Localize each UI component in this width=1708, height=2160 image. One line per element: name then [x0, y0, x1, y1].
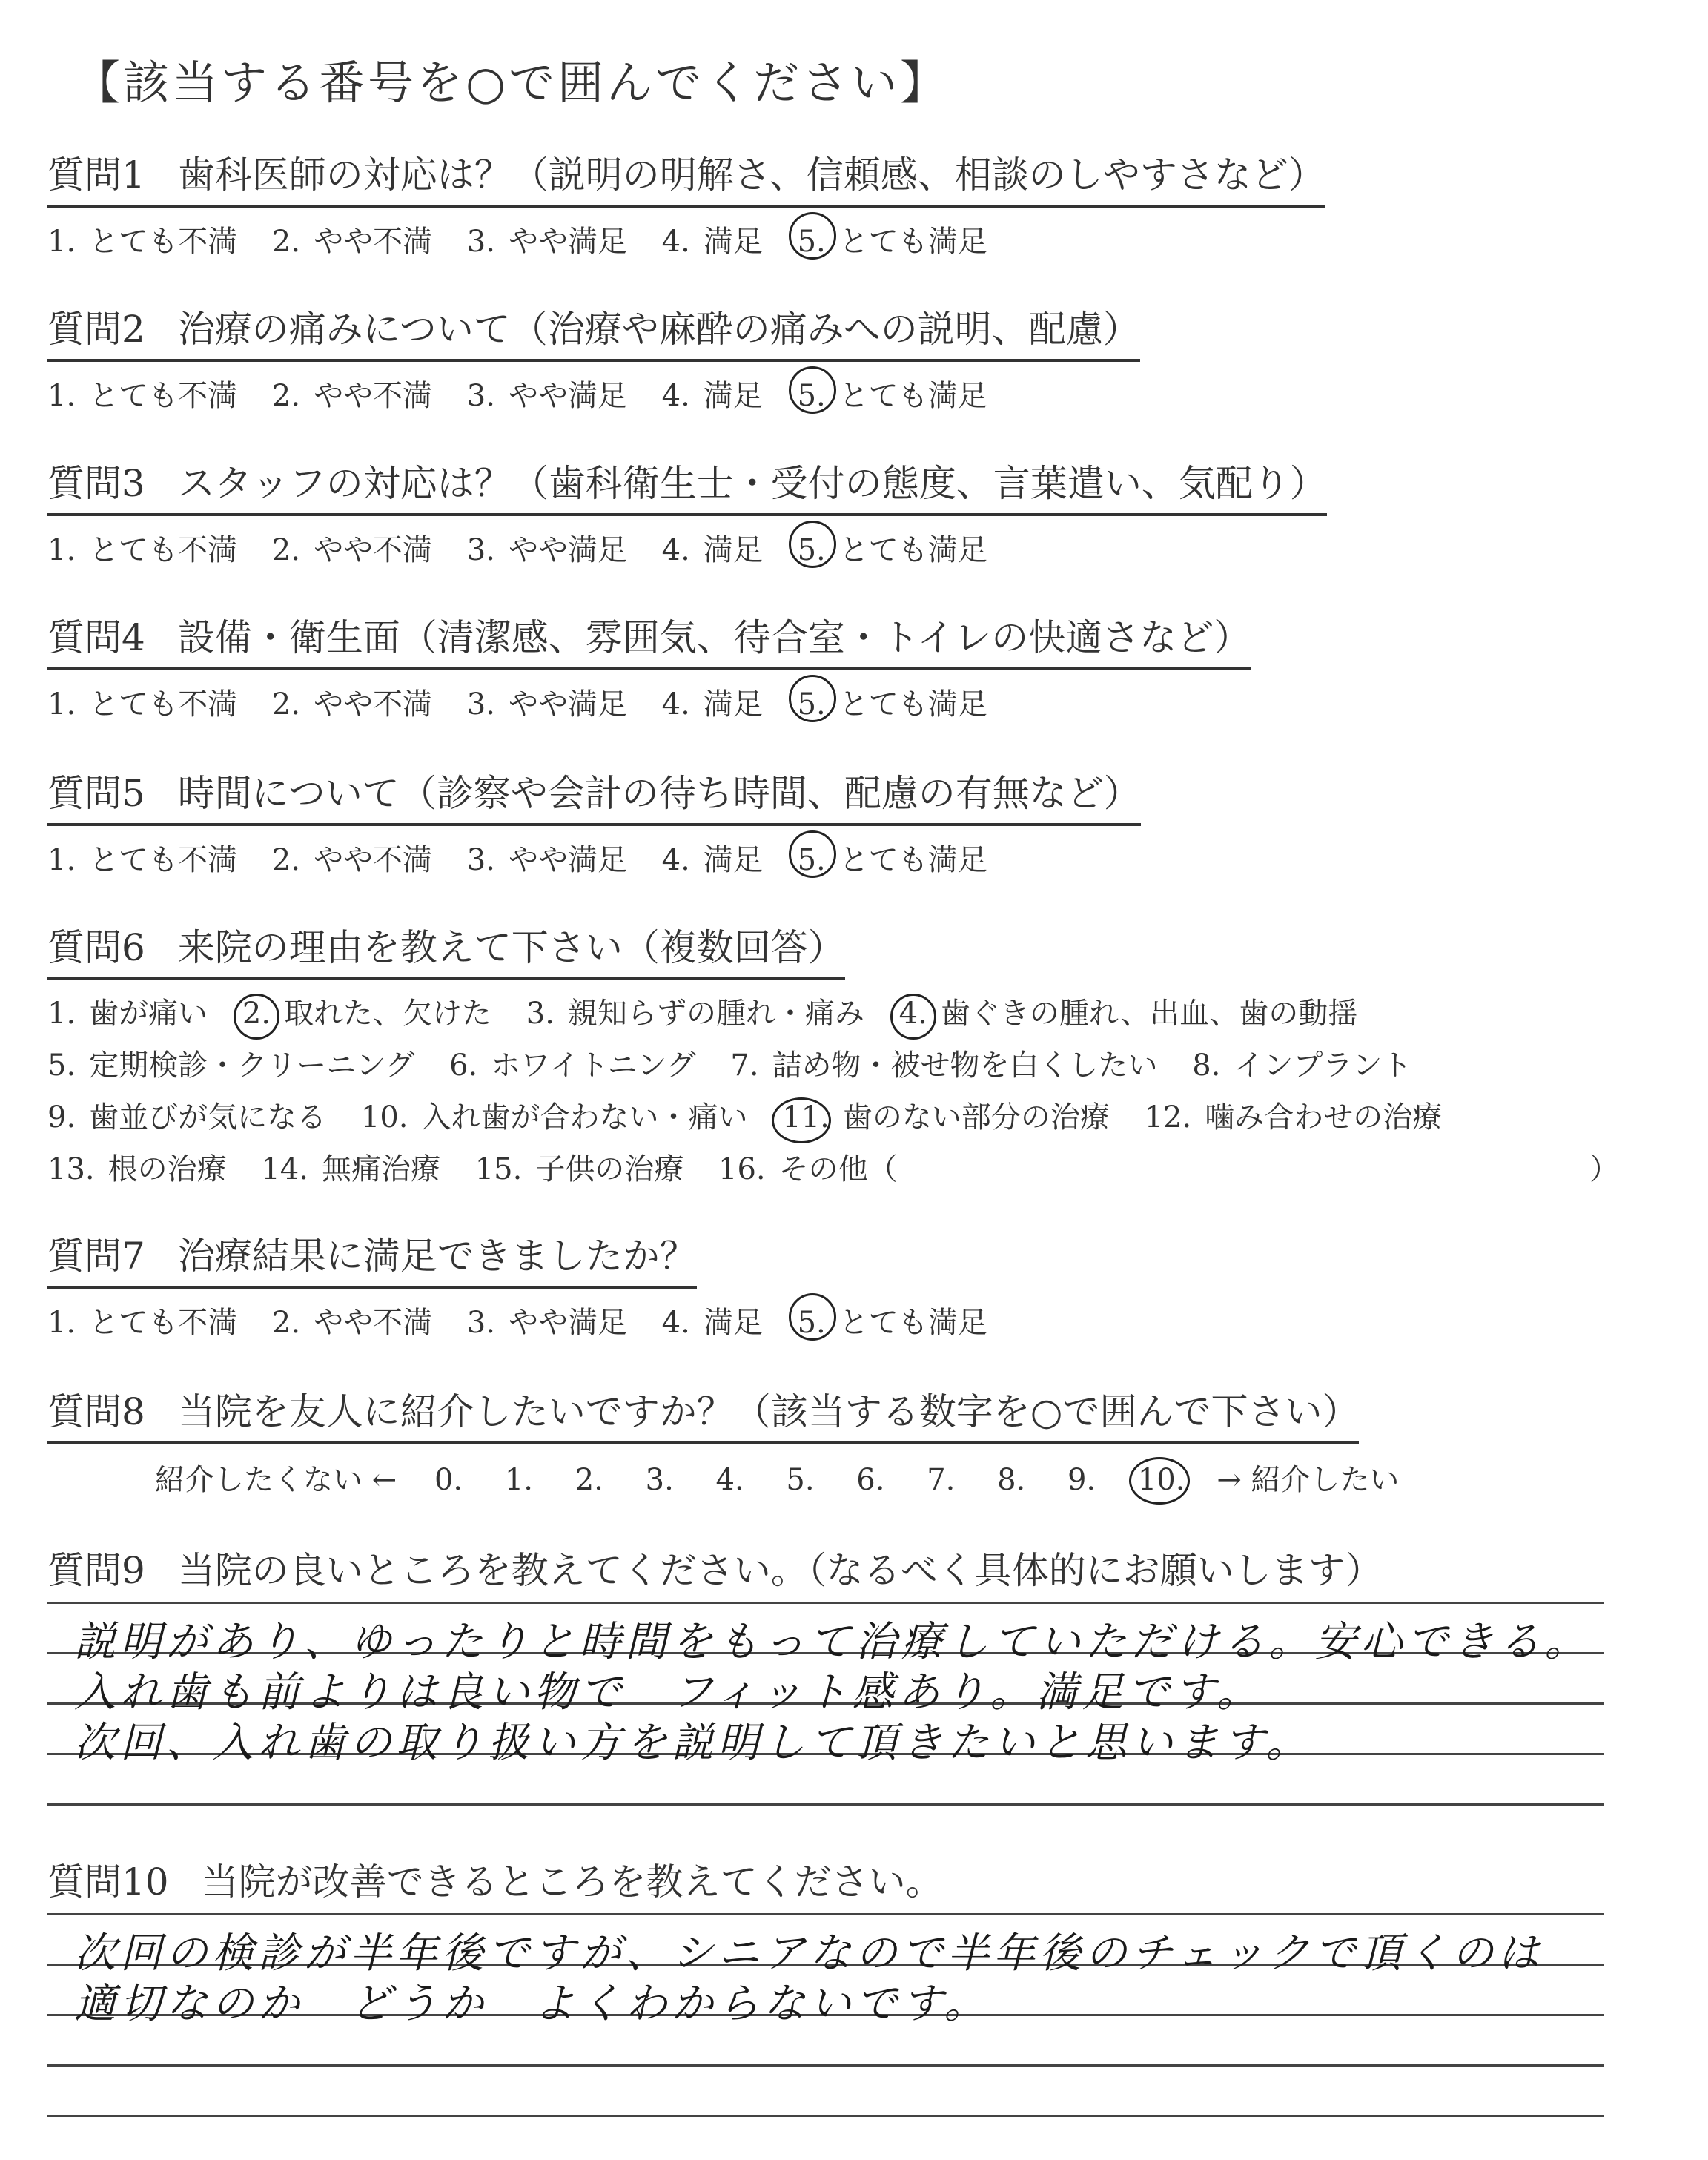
answer-options: [47, 836, 1656, 879]
question-underline: [47, 1441, 1359, 1444]
question-1: [47, 145, 1656, 260]
question-7: [47, 1226, 1656, 1341]
option-2[interactable]: 2. やや不満: [271, 1306, 433, 1340]
option-16[interactable]: 16. その他（: [718, 1152, 898, 1186]
option-2[interactable]: 2. 取れた、欠けた: [242, 988, 491, 1040]
question-4: [47, 608, 1656, 723]
scale-value-2[interactable]: 2.: [575, 1463, 603, 1497]
option-6[interactable]: 6. ホワイトニング: [449, 1048, 696, 1083]
question-8: [47, 1382, 1656, 1499]
question-6: [47, 918, 1656, 1195]
option-8[interactable]: 8. インプラント: [1192, 1048, 1412, 1083]
option-9[interactable]: 9. 歯並びが気になる: [47, 1100, 327, 1135]
scale-value-8[interactable]: 8.: [997, 1463, 1026, 1497]
options-row: [47, 1091, 1656, 1143]
question-underline: [47, 205, 1325, 208]
option-13[interactable]: 13. 根の治療: [47, 1152, 227, 1186]
option-2[interactable]: 2. やや不満: [271, 533, 433, 567]
handwritten-answer-line[interactable]: 次回の検診が半年後ですが、シニアなので半年後のチェックで頂くのは: [74, 1929, 1544, 1978]
option-1[interactable]: 1. とても不満: [47, 1306, 238, 1340]
handwritten-answer-line[interactable]: 説明があり、ゆったりと時間をもって治療していただける。安心できる。: [74, 1618, 1591, 1666]
option-1[interactable]: 1. とても不満: [47, 533, 238, 567]
question-text: スタッフの対応は？（歯科衛生士・受付の態度、言葉遣い、気配り）: [177, 462, 1327, 505]
answer-options: [47, 988, 1656, 1195]
option-3[interactable]: 3. やや満足: [466, 687, 627, 721]
question-3: [47, 454, 1656, 569]
scale-value-0[interactable]: 0.: [434, 1463, 463, 1497]
selection-circle: [789, 521, 836, 568]
recommend-scale: [47, 1456, 1656, 1499]
question-underline: [47, 977, 845, 980]
question-number: 質問2: [47, 308, 145, 351]
question-10: [47, 1852, 1656, 1912]
question-underline: [47, 359, 1140, 362]
option-5[interactable]: 5. とても満足: [798, 218, 987, 260]
scale-right-label: → 紹介したい: [1217, 1463, 1400, 1497]
selection-circle: [789, 675, 836, 722]
answer-line: [47, 1803, 1604, 1806]
question-text: 治療の痛みについて（治療や麻酔の痛みへの説明、配慮）: [177, 308, 1140, 351]
question-text: 当院の良いところを教えてください。（なるべく具体的にお願いします）: [177, 1549, 1383, 1592]
option-15[interactable]: 15. 子供の治療: [474, 1152, 684, 1186]
answer-line: [47, 1913, 1604, 1915]
answer-line: [47, 2064, 1604, 2067]
question-text: 当院を友人に紹介したいですか？（該当する数字を○で囲んで下さい）: [177, 1390, 1360, 1433]
scale-value-6[interactable]: 6.: [856, 1463, 885, 1497]
option-5[interactable]: 5. とても満足: [798, 1299, 987, 1341]
selection-circle: [789, 212, 836, 260]
question-underline: [47, 667, 1251, 670]
option-10[interactable]: 10. 入れ歯が合わない・痛い: [360, 1100, 748, 1135]
answer-options: [47, 1299, 1656, 1341]
question-number: 質問6: [47, 926, 145, 969]
option-4[interactable]: 4. 満足: [661, 225, 763, 259]
question-2: [47, 300, 1656, 415]
option-2[interactable]: 2. やや不満: [271, 843, 433, 877]
question-text: 治療結果に満足できましたか？: [177, 1235, 697, 1278]
option-1[interactable]: 1. とても不満: [47, 225, 238, 259]
question-number: 質問10: [47, 1860, 169, 1903]
question-text: 来院の理由を教えて下さい（複数回答）: [177, 926, 845, 969]
option-5[interactable]: 5. とても満足: [798, 836, 987, 879]
question-number: 質問4: [47, 616, 145, 659]
options-row: [47, 1040, 1656, 1091]
selection-circle: [789, 1293, 836, 1341]
answer-options: [47, 218, 1656, 260]
option-11[interactable]: 11. 歯のない部分の治療: [782, 1091, 1110, 1143]
answer-options: [47, 526, 1656, 569]
options-row: [47, 1143, 1656, 1195]
handwritten-answer-line[interactable]: 適切なのか どうか よくわからないです。: [74, 1980, 990, 2028]
option-5[interactable]: 5. とても満足: [798, 681, 987, 723]
selection-circle: [789, 366, 836, 414]
option-3[interactable]: 3. やや満足: [466, 1306, 627, 1340]
scale-value-3[interactable]: 3.: [645, 1463, 674, 1497]
page-title: 【該当する番号を○で囲んでください】: [74, 56, 950, 110]
question-number: 質問7: [47, 1235, 145, 1278]
option-4[interactable]: 4. 満足: [661, 533, 763, 567]
answer-options: [47, 372, 1656, 415]
selection-circle: [789, 830, 836, 878]
scale-left-label: 紹介したくない ←: [155, 1463, 397, 1497]
option-4[interactable]: 4. 満足: [661, 687, 763, 721]
question-number: 質問1: [47, 153, 145, 196]
question-text: 設備・衛生面（清潔感、雰囲気、待合室・トイレの快適さなど）: [177, 616, 1251, 659]
option-2[interactable]: 2. やや不満: [271, 687, 433, 721]
scale-value-5[interactable]: 5.: [786, 1463, 815, 1497]
option-4[interactable]: 4. 歯ぐきの腫れ、出血、歯の動揺: [899, 988, 1358, 1040]
option-5[interactable]: 5. とても満足: [798, 372, 987, 415]
question-number: 質問8: [47, 1390, 145, 1433]
option-3[interactable]: 3. やや満足: [466, 843, 627, 877]
question-5: [47, 764, 1656, 879]
selection-circle: [890, 994, 936, 1040]
handwritten-answer-line[interactable]: 入れ歯も前よりは良い物で フィット感あり。満足です。: [74, 1668, 1263, 1717]
scale-value-10[interactable]: 10.: [1138, 1463, 1185, 1497]
scale-value-4[interactable]: 4.: [715, 1463, 744, 1497]
other-blank-close: ）: [1589, 1152, 1619, 1186]
option-4[interactable]: 4. 満足: [661, 379, 763, 413]
option-2[interactable]: 2. やや不満: [271, 379, 433, 413]
selection-circle: [234, 994, 279, 1040]
option-3[interactable]: 3. やや満足: [466, 533, 627, 567]
option-4[interactable]: 4. 満足: [661, 1306, 763, 1340]
option-4[interactable]: 4. 満足: [661, 843, 763, 877]
scale-value-1[interactable]: 1.: [504, 1463, 534, 1497]
scale-value-9[interactable]: 9.: [1067, 1463, 1096, 1497]
option-12[interactable]: 12. 噛み合わせの治療: [1144, 1100, 1443, 1135]
question-number: 質問5: [47, 772, 145, 815]
question-underline: [47, 1286, 697, 1289]
question-underline: [47, 513, 1327, 516]
question-number: 質問9: [47, 1549, 145, 1592]
question-number: 質問3: [47, 462, 145, 505]
answer-line: [47, 1602, 1604, 1604]
question-9: [47, 1541, 1656, 1600]
option-3[interactable]: 3. やや満足: [466, 225, 627, 259]
scale-value-7[interactable]: 7.: [927, 1463, 956, 1497]
option-14[interactable]: 14. 無痛治療: [261, 1152, 440, 1186]
handwritten-answer-line[interactable]: 次回、入れ歯の取り扱い方を説明して頂きたいと思います。: [74, 1719, 1312, 1767]
selection-circle: [772, 1097, 831, 1143]
option-2[interactable]: 2. やや不満: [271, 225, 433, 259]
option-1[interactable]: 1. とても不満: [47, 843, 238, 877]
selection-circle: [1129, 1457, 1190, 1505]
option-5[interactable]: 5. とても満足: [798, 526, 987, 569]
option-1[interactable]: 1. とても不満: [47, 687, 238, 721]
question-text: 歯科医師の対応は？（説明の明解さ、信頼感、相談のしやすさなど）: [177, 153, 1325, 196]
option-5[interactable]: 5. 定期検診・クリーニング: [47, 1048, 415, 1083]
option-7[interactable]: 7. 詰め物・被せ物を白くしたい: [730, 1048, 1158, 1083]
option-3[interactable]: 3. 親知らずの腫れ・痛み: [526, 997, 864, 1031]
answer-options: [47, 681, 1656, 723]
question-text: 当院が改善できるところを教えてください。: [201, 1860, 943, 1903]
option-1[interactable]: 1. 歯が痛い: [47, 997, 208, 1031]
answer-line: [47, 2115, 1604, 2117]
question-text: 時間について（診察や会計の待ち時間、配慮の有無など）: [177, 772, 1141, 815]
option-3[interactable]: 3. やや満足: [466, 379, 627, 413]
options-row: [47, 988, 1656, 1040]
option-1[interactable]: 1. とても不満: [47, 379, 238, 413]
question-underline: [47, 823, 1141, 826]
